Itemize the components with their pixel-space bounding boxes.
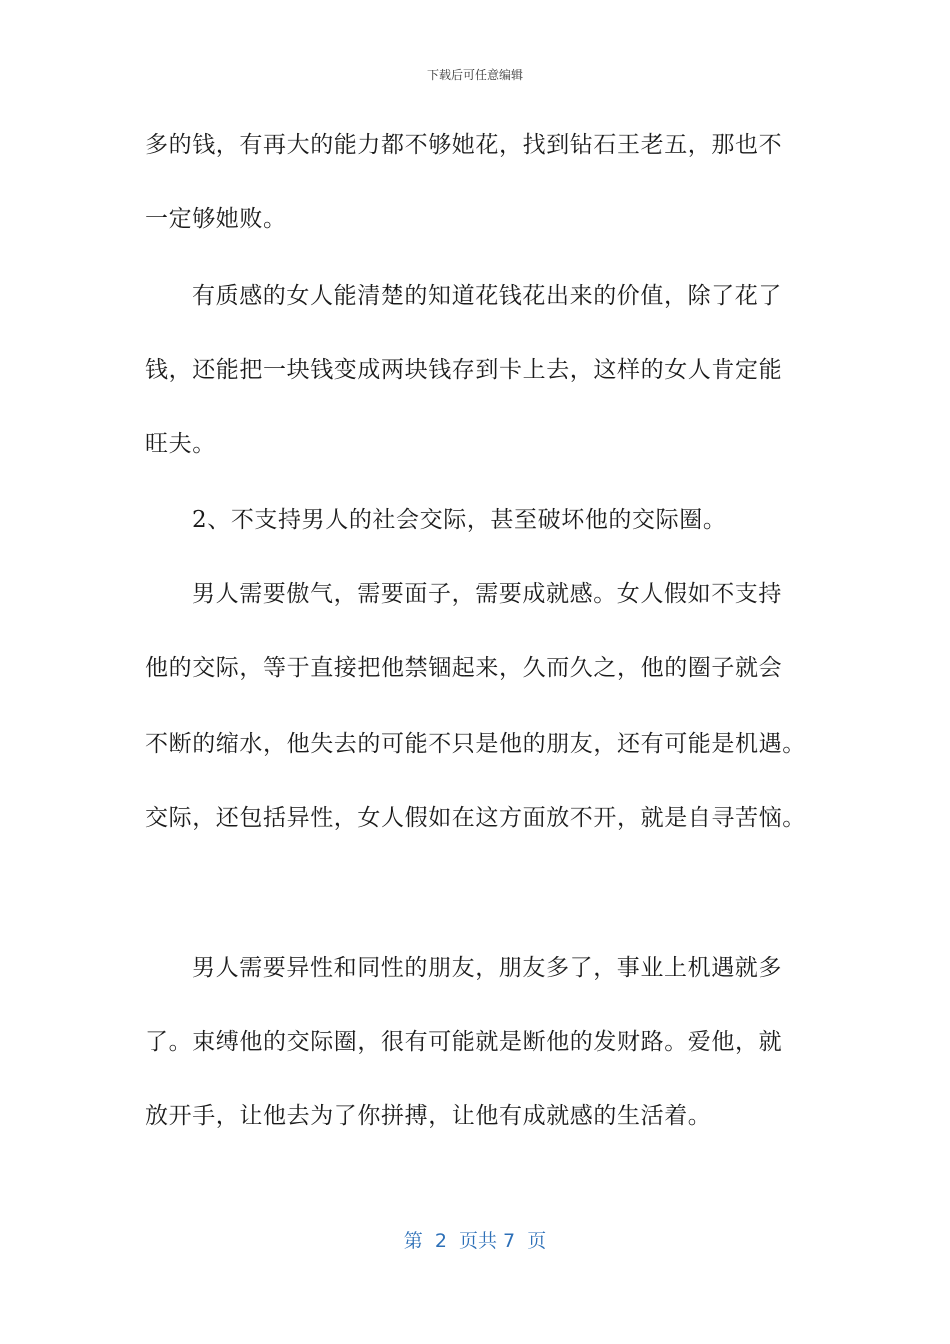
text-line: 了。束缚他的交际圈，很有可能就是断他的发财路。爱他，就 [145,1029,783,1055]
text-line: 不断的缩水，他失去的可能不只是他的朋友，还有可能是机遇。 [145,731,806,757]
text-line: 一定够她败。 [145,206,287,232]
text-line: 有质感的女人能清楚的知道花钱花出来的价值，除了花了 [192,283,782,309]
text-line: 他的交际，等于直接把他禁锢起来，久而久之，他的圈子就会 [145,655,783,681]
page-footer: 第 2 页共 7 页 [403,1230,547,1252]
text-line: 交际，还包括异性，女人假如在这方面放不开，就是自寻苦恼。 [145,805,806,831]
text-line: 2、不支持男人的社会交际，甚至破坏他的交际圈。 [192,507,727,533]
text-line: 旺夫。 [145,431,216,457]
text-line: 多的钱，有再大的能力都不够她花，找到钻石王老五，那也不 [145,132,783,158]
page-header: 下载后可任意编辑 [426,68,523,82]
text-line: 男人需要异性和同性的朋友，朋友多了，事业上机遇就多 [192,955,782,981]
text-line: 钱，还能把一块钱变成两块钱存到卡上去，这样的女人肯定能 [145,357,783,383]
text-line: 男人需要傲气，需要面子，需要成就感。女人假如不支持 [192,581,782,607]
text-line: 放开手，让他去为了你拼搏，让他有成就感的生活着。 [145,1103,712,1129]
